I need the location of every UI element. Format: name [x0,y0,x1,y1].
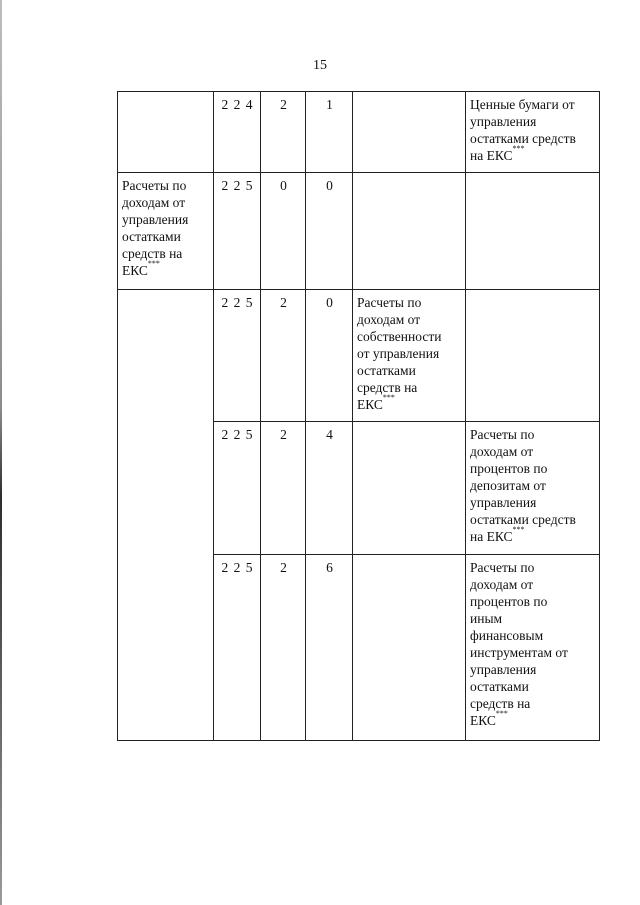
cell-code: 2 2 4 [214,92,261,173]
footnote-marker: *** [495,709,508,718]
cell-digit: 0 [261,173,306,290]
cell-digit: 6 [306,555,353,741]
cell-digit: 2 [261,290,306,422]
cell-digit: 1 [306,92,353,173]
cell-text [353,422,466,555]
cell-text [353,92,466,173]
cell-digit: 2 [261,555,306,741]
cell-text: Расчеты по доходам от собственности от управления остатками средств на ЕКС*** [353,290,466,422]
cell-text [353,173,466,290]
cell-name [118,92,214,173]
cell-text: Расчеты по доходам от процентов по иным финансовым инструментам от управления остатками средств на ЕКС*** [466,555,600,741]
cell-text [466,173,600,290]
cell-code: 2 2 5 [214,173,261,290]
cell-code: 2 2 5 [214,555,261,741]
scan-edge [0,0,2,905]
cell-code: 2 2 5 [214,290,261,422]
footnote-marker: *** [147,259,160,268]
cell-digit: 0 [306,173,353,290]
cell-digit: 2 [261,92,306,173]
cell-name: Расчеты по доходам от управления остатками средств на ЕКС*** [118,173,214,290]
cell-text [353,555,466,741]
cell-name [118,290,214,741]
cell-digit: 4 [306,422,353,555]
page-number: 15 [313,58,327,73]
cell-digit: 0 [306,290,353,422]
table-row [118,92,600,173]
cell-text [466,290,600,422]
cell-digit: 2 [261,422,306,555]
classification-table [117,91,600,741]
footnote-marker: *** [382,393,395,402]
cell-code: 2 2 5 [214,422,261,555]
cell-text: Ценные бумаги от управления остатками средств на ЕКС*** [466,92,600,173]
table-row [118,173,600,290]
footnote-marker: *** [512,525,525,534]
table-row [118,290,600,422]
footnote-marker: *** [512,144,525,153]
cell-text: Расчеты по доходам от процентов по депозитам от управления остатками средств на ЕКС*** [466,422,600,555]
